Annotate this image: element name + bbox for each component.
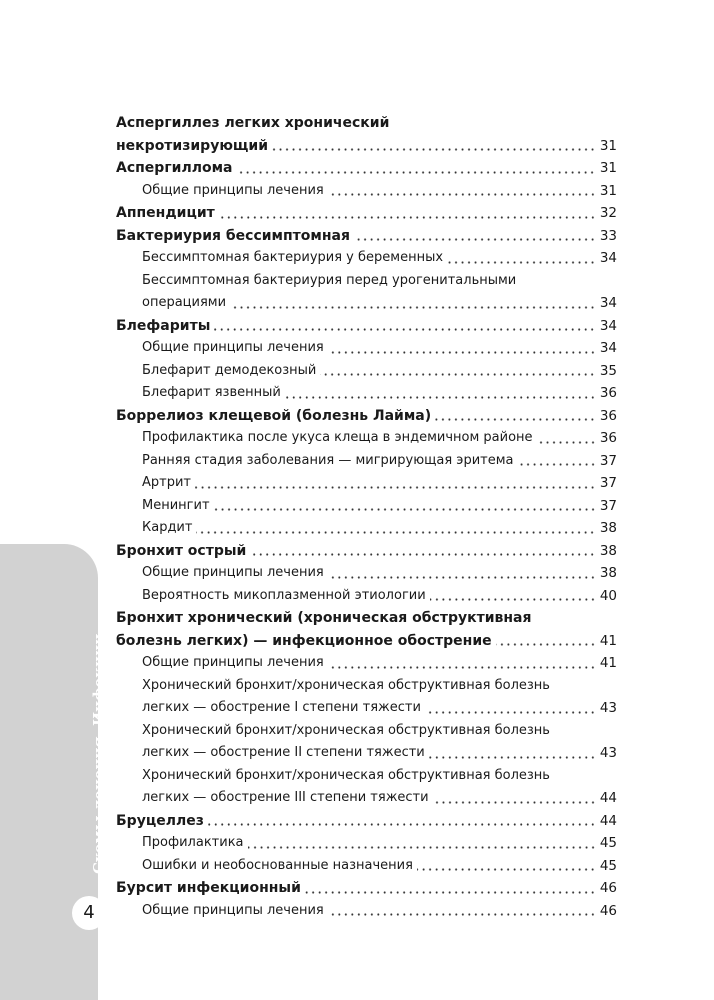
toc-entry-title-line: Аспергиллез легких хронический [116, 115, 390, 131]
toc-entry-page: 45 [599, 835, 617, 851]
toc-entry-page: 41 [599, 632, 617, 649]
toc-entry[interactable] [116, 855, 617, 878]
dot-leader [230, 306, 596, 309]
toc-entry[interactable] [116, 292, 617, 315]
toc-entry[interactable] [116, 157, 617, 180]
toc-entry-page: 34 [599, 317, 617, 334]
toc-entry-page: 38 [599, 565, 617, 581]
toc-entry[interactable] [116, 225, 617, 248]
toc-entry[interactable] [116, 517, 617, 540]
dot-leader [285, 396, 596, 399]
toc-entry-title-line: Бессимптомная бактериурия перед урогенитальными [142, 272, 517, 288]
toc-entry-title: Бурсит инфекционный [116, 880, 301, 896]
toc-entry-page: 43 [599, 700, 617, 716]
dot-leader [196, 531, 595, 534]
toc-entry-page: 34 [599, 250, 617, 266]
toc-entry[interactable] [116, 427, 617, 450]
toc-entry[interactable] [116, 630, 617, 653]
toc-entry-title: Бруцеллез [116, 812, 204, 829]
toc-entry-title: некротизирующий [116, 137, 269, 154]
toc-entry-title: болезнь легких) — инфекционное обострение [116, 632, 492, 649]
dot-leader [208, 823, 596, 826]
toc-entry-page: 44 [599, 790, 617, 806]
dot-leader [214, 328, 595, 331]
toc-entry[interactable] [116, 495, 617, 518]
toc-entry-title: Общие принципы лечения [142, 655, 324, 670]
dot-leader [433, 801, 596, 804]
dot-leader [518, 463, 596, 466]
toc-entry-page: 38 [599, 520, 617, 536]
toc-entry-title: операциями [142, 295, 227, 310]
toc-entry[interactable] [116, 540, 617, 563]
toc-entry-title: Блефарит язвенный [142, 385, 281, 400]
toc-entry-page: 35 [599, 362, 617, 379]
toc-entry-page: 40 [599, 587, 617, 604]
toc-entry[interactable] [116, 652, 617, 675]
dot-leader [248, 846, 596, 849]
toc-entry-title: Общие принципы лечения [142, 340, 324, 355]
toc-entry-page: 31 [599, 137, 617, 154]
toc-entry-page: 31 [599, 160, 617, 176]
toc-entry-page: 36 [599, 430, 617, 446]
dot-leader [328, 913, 596, 916]
dot-leader [236, 171, 595, 174]
toc-entry-page: 45 [599, 857, 617, 874]
toc-entry-page: 38 [599, 542, 617, 559]
toc-entry-title: Аспергиллома [116, 160, 233, 176]
dot-leader [435, 418, 596, 421]
toc-entry-page: 37 [599, 497, 617, 514]
section-tab-label: Схемы лечения. Инфекции [90, 633, 108, 874]
section-side-tab [0, 544, 98, 1000]
toc-entry-page: 34 [599, 340, 617, 356]
dot-leader [272, 148, 596, 151]
toc-entry-title: Профилактика [142, 835, 244, 850]
toc-entry[interactable] [116, 180, 617, 203]
toc-entry[interactable] [116, 315, 617, 338]
toc-entry-title: легких — обострение III степени тяжести [142, 790, 429, 805]
toc-entry[interactable] [116, 472, 617, 495]
toc-entry-title: Менингит [142, 497, 210, 513]
toc-entry-page: 36 [599, 385, 617, 401]
toc-entry-page: 34 [599, 295, 617, 311]
toc-entry[interactable] [116, 247, 617, 270]
toc-entry-page: 37 [599, 452, 617, 469]
toc-entry-title: Бессимптомная бактериурия у беременных [142, 250, 444, 265]
toc-entry-page: 43 [599, 745, 617, 761]
toc-entry-title: Бронхит острый [116, 542, 247, 559]
dot-leader [429, 756, 596, 759]
toc-entry-title: Блефариты [116, 317, 211, 334]
dot-leader [447, 261, 596, 264]
dot-leader [425, 711, 596, 714]
toc-entry-title-line: Хронический бронхит/хроническая обструктивная болезнь [142, 767, 550, 783]
toc-entry-page: 37 [599, 475, 617, 491]
toc-entry[interactable] [116, 900, 617, 923]
toc-entry-title: Кардит [142, 520, 193, 535]
toc-entry[interactable] [116, 585, 617, 608]
toc-entry-title: Вероятность микоплазменной этиологии [142, 587, 426, 603]
toc-entry-title: легких — обострение II степени тяжести [142, 745, 425, 760]
dot-leader [354, 238, 596, 241]
toc-entry[interactable] [116, 405, 617, 428]
toc-entry[interactable] [116, 787, 617, 810]
toc-entry-title-line: Бронхит хронический (хроническая обструктивная [116, 610, 532, 626]
toc-entry[interactable] [116, 562, 617, 585]
toc-entry[interactable] [116, 810, 617, 833]
toc-entry-title: Общие принципы лечения [142, 902, 324, 918]
toc-entry-title: Блефарит демодекозный [142, 362, 317, 378]
toc-entry[interactable] [116, 697, 617, 720]
toc-entry-title-line: Хронический бронхит/хроническая обструктивная болезнь [142, 677, 550, 693]
toc-entry-title-line: Хронический бронхит/хроническая обструктивная болезнь [142, 722, 550, 738]
dot-leader [328, 351, 596, 354]
dot-leader [250, 553, 595, 556]
toc-entry-title: Общие принципы лечения [142, 182, 324, 198]
toc-entry-page: 36 [599, 407, 617, 424]
toc-entry[interactable] [116, 202, 617, 225]
dot-leader [328, 576, 596, 579]
toc-entry[interactable] [116, 450, 617, 473]
dot-leader [305, 891, 596, 894]
toc-entry-page: 41 [599, 655, 617, 671]
toc-entry-page: 32 [599, 205, 617, 221]
toc-entry-title: Бактериурия бессимптомная [116, 227, 350, 244]
toc-entry[interactable] [116, 742, 617, 765]
toc-entry[interactable] [116, 382, 617, 405]
toc-entry[interactable] [116, 832, 617, 855]
dot-leader [417, 868, 596, 871]
toc-entry-title: Ранняя стадия заболевания — мигрирующая эритема [142, 452, 514, 468]
dot-leader [496, 643, 596, 646]
dot-leader [214, 508, 596, 511]
dot-leader [328, 666, 596, 669]
dot-leader [219, 216, 596, 219]
toc-entry[interactable] [116, 337, 617, 360]
toc-entry-title: Общие принципы лечения [142, 565, 324, 580]
toc-entry[interactable] [116, 135, 617, 158]
dot-leader [195, 486, 596, 489]
toc-entry-page: 46 [599, 880, 617, 896]
toc-entry-title: Боррелиоз клещевой (болезнь Лайма) [116, 407, 432, 424]
toc-entry-page: 33 [599, 227, 617, 244]
toc-entry-title: Профилактика после укуса клеща в эндемичном районе [142, 430, 533, 445]
dot-leader [328, 193, 596, 196]
page-number: 4 [72, 896, 106, 930]
dot-leader [537, 441, 596, 444]
toc-entry-title: Ошибки и необоснованные назначения [142, 857, 413, 873]
toc-entry-title: Аппендицит [116, 205, 215, 221]
toc-entry-page: 46 [599, 902, 617, 919]
toc-entry-title: Артрит [142, 475, 191, 490]
toc-entry[interactable] [116, 360, 617, 383]
toc-entry-page: 44 [599, 812, 617, 829]
toc-entry-title: легких — обострение I степени тяжести [142, 700, 421, 715]
dot-leader [430, 598, 596, 601]
toc-entry[interactable] [116, 877, 617, 900]
toc-entry-page: 31 [599, 182, 617, 199]
dot-leader [320, 373, 595, 376]
table-of-contents [116, 112, 617, 922]
